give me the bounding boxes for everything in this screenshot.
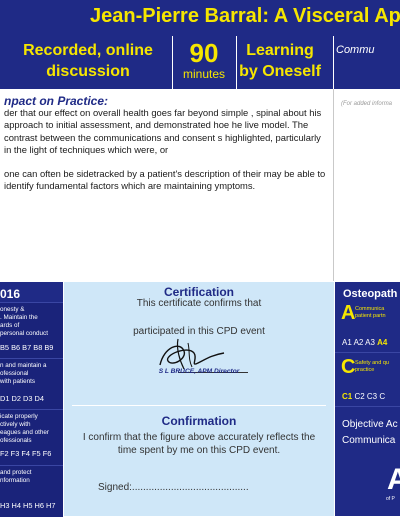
confirmation-text: I confirm that the figure above accurately reflects the time spent by me on this CPD event. [82,432,316,456]
standards-year: 016 [0,287,21,301]
section-c-codes [342,392,385,401]
divider [335,406,400,407]
column-divider [333,89,334,281]
certification-line: This certificate confirms that [136,298,262,309]
code-list: A1 A2 A3 [342,338,378,347]
standards-section-text: n and maintain a ofessional with patients [0,362,47,385]
added-info-placeholder: (For added informa [341,101,393,107]
impact-paragraph: one can often be sidetracked by a patient's description of their may be able to identify fundamental factors which are maintaining ymptoms. [4,168,326,192]
section-a-codes [342,338,387,347]
divider [172,36,173,89]
certification-title: Certification [163,285,234,299]
impact-heading: npact on Practice: [4,94,109,108]
osteopathic-title: Osteopath [343,288,398,300]
communication-label: Communica [342,435,396,446]
section-letter-c: C [341,356,356,378]
divider [72,405,326,406]
confirmation-title: Confirmation [161,414,237,428]
standards-section-codes: H3 H4 H5 H6 H7 [0,501,56,510]
title-bar [0,0,400,36]
section-letter-a: A [341,302,356,324]
section-c-text: Safety and qu practice [355,360,389,373]
objective-label: Objective Ac [342,419,398,430]
divider [333,36,334,89]
duration-number: 90 [189,38,219,68]
signed-field[interactable]: Signed:.......................................... [98,482,249,493]
certificate-panel [64,282,334,516]
standards-section-codes: B5 B6 B7 B8 B9 [0,343,54,352]
standards-section-text: onesty & . Maintain the ards of personal conduct [0,306,48,337]
osteopathic-standards-panel [335,282,409,516]
standards-section-text: and protect nformation [0,469,32,484]
format-label: Recorded, online discussion [23,42,153,80]
certification-line: participated in this CPD event [133,326,265,337]
logo-subtext: of P [386,496,395,502]
code-highlight: A4 [377,338,388,347]
code-highlight: C1 [342,392,353,401]
section-a-text: Communica patient partn [355,306,386,319]
divider [335,352,400,353]
page-title: Jean-Pierre Barral: A Visceral Ap [90,5,401,27]
impact-paragraph: der that our effect on overall health goes far beyond simple , spinal about his approach to initial assessment, and demonstrated hoe he live model. The contrast between the communications and consent s highlighted, particularly in the light of techniques which were, or [4,107,322,155]
code-list: C2 C3 C [352,392,386,401]
standards-panel [0,282,63,516]
logo: A [387,463,409,496]
right-header-label: Commu [336,44,375,56]
signatory-name: S L BRUCE, APM Director [158,368,240,375]
standards-section-codes: F2 F3 F4 F5 F6 [0,449,52,458]
duration-unit: minutes [182,67,226,81]
impact-text [4,107,328,205]
standards-section-codes: D1 D2 D3 D4 [0,394,44,403]
learning-type-label: Learning by Oneself [239,42,321,80]
standards-section-text: icate properly ctively with eagues and other ofessionals [0,413,50,444]
